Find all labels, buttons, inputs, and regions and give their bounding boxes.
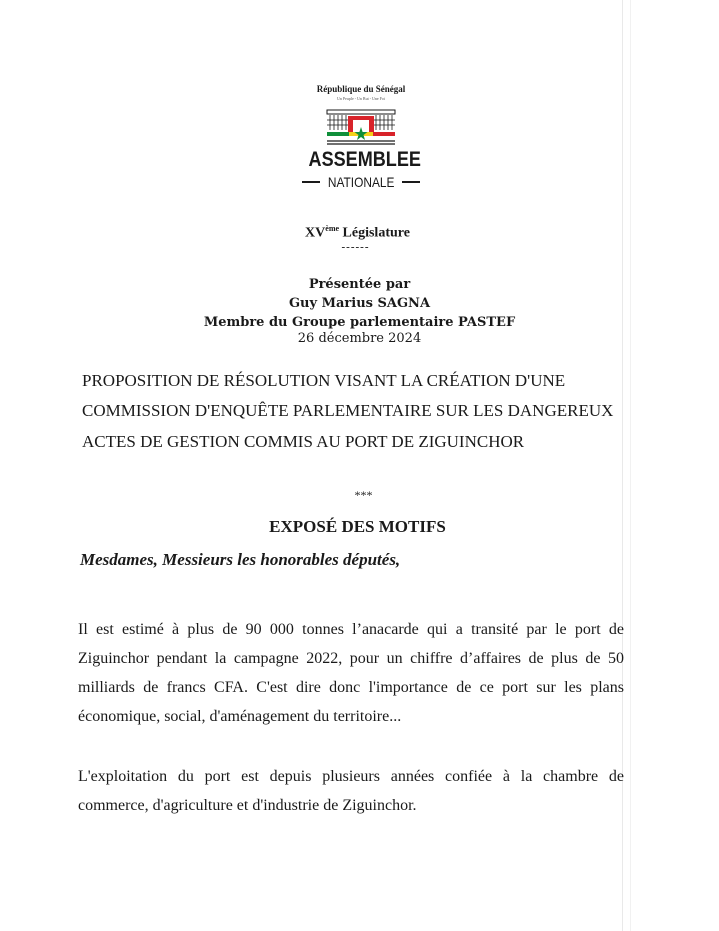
resolution-title-line: PROPOSITION DE RÉSOLUTION VISANT LA CRÉATION D'UNE [82,371,566,390]
section-heading: EXPOSÉ DES MOTIFS [269,517,446,536]
author-group: Membre du Groupe parlementaire PASTEF [203,315,516,330]
paragraph [78,615,624,731]
legislature-heading [0,224,717,242]
salutation: Mesdames, Messieurs les honorables députés, [80,550,401,569]
author-name: Guy Marius SAGNA [288,296,431,311]
paragraph-line: commerce, d'agriculture et d'industrie de Ziguinchor. [78,797,417,814]
logo-motto: Un Peuple - Un But - Une Foi [336,96,386,101]
paragraph-line: milliards de francs CFA. C'est dire donc l'importance de ce port sur les plans [78,679,624,696]
logo-nationale-row [300,174,422,190]
resolution-title-line: ACTES DE GESTION COMMIS AU PORT DE ZIGUINCHOR [82,432,525,451]
paragraph-line: Il est estimé à plus de 90 000 tonnes l’anacarde qui a transité par le port de [78,621,624,638]
scan-artifact-line [630,0,631,931]
parliament-building-icon [326,108,396,146]
logo-nationale-text: NATIONALE [327,174,395,190]
logo-rule-left [302,181,320,183]
resolution-title-line: COMMISSION D'ENQUÊTE PARLEMENTAIRE SUR LES DANGEREUX [82,401,614,420]
logo-rule-right [402,181,420,183]
paragraph-line: économique, social, d'aménagement du territoire... [78,708,402,725]
paragraph-line: Ziguinchor pendant la campagne 2022, pour un chiffre d’affaires de plus de 50 [78,650,624,667]
header-separator: ------ [341,241,370,253]
assemblee-nationale-logo [300,84,422,199]
presented-by-label: Présentée par [308,277,411,292]
legislature-word: Législature [339,225,410,241]
section-divider: *** [354,488,373,502]
paragraph-line: L'exploitation du port est depuis plusieurs années confiée à la chambre de [78,768,624,785]
legislature-ordinal-sup: ème [325,224,340,233]
logo-assemblee-text: ASSEMBLEE [308,148,421,171]
paragraph [78,762,624,820]
document-date: 26 décembre 2024 [297,331,422,346]
legislature-number: XV [305,225,326,241]
logo-republic-text: République du Sénégal [316,84,406,94]
